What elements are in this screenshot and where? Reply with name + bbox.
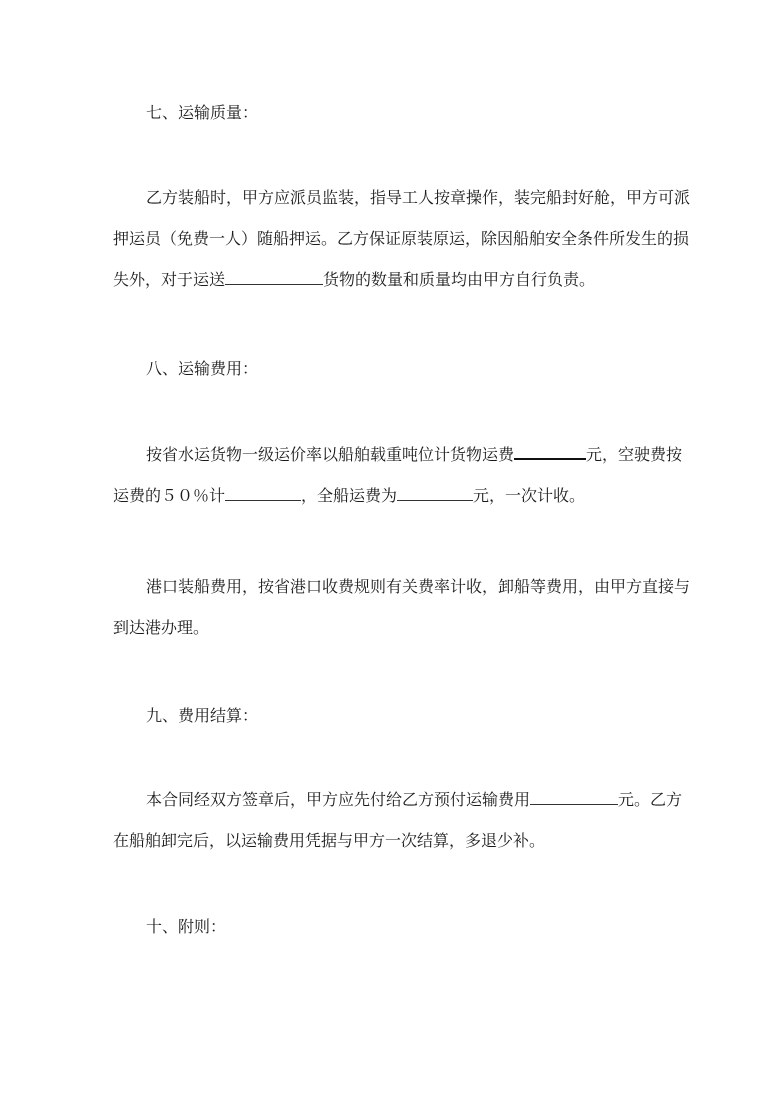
- text-segment: 本合同经双方签章后，甲方应先付给乙方预付运输费用: [146, 790, 531, 809]
- text-segment: 元，空驶费按: [586, 445, 683, 464]
- section-9-heading: 九、费用结算：: [146, 706, 259, 725]
- section-10-heading: 十、附则：: [146, 917, 227, 936]
- paragraph-line: 到达港办理。: [113, 618, 210, 637]
- section-7-paragraph: [113, 177, 691, 300]
- paragraph-line: [113, 434, 683, 475]
- text-segment: 失外，对于运送: [113, 270, 226, 289]
- paragraph-line: 港口装船费用，按省港口收费规则有关费率计收，卸船等费用，由甲方直接与: [146, 577, 691, 596]
- text-segment: 按省水运货物一级运价率以船舶载重吨位计货物运费: [146, 445, 515, 464]
- section-8-paragraph-1: [113, 434, 683, 516]
- paragraph-line: [113, 259, 673, 300]
- text-segment: 元，一次计收。: [473, 486, 586, 505]
- section-7-heading: 七、运输质量：: [146, 103, 259, 122]
- fill-in-blank-total-freight[interactable]: [397, 485, 473, 501]
- paragraph-line: 在船舶卸完后，以运输费用凭据与甲方一次结算，多退少补。: [113, 831, 546, 850]
- fill-in-blank-freight[interactable]: [514, 443, 586, 460]
- fill-in-blank-goods[interactable]: [225, 269, 323, 285]
- fill-in-blank-empty-fee[interactable]: [225, 485, 301, 501]
- paragraph-line: 乙方装船时，甲方应派员监装，指导工人按章操作，装完船封好舱，甲方可派: [146, 188, 691, 207]
- paragraph-line: [113, 475, 673, 516]
- paragraph-line: 押运员（免费一人）随船押运。乙方保证原装原运，除因船舶安全条件所发生的损: [113, 229, 690, 248]
- text-segment: 元。乙方: [618, 790, 683, 809]
- fill-in-blank-prepayment[interactable]: [530, 789, 618, 805]
- text-segment: ，全船运费为: [301, 486, 398, 505]
- paragraph-line: [113, 779, 683, 820]
- section-9-paragraph: [113, 779, 683, 861]
- text-segment: 运费的５０％计: [113, 486, 226, 505]
- section-8-paragraph-2: [113, 566, 691, 648]
- section-8-heading: 八、运输费用：: [146, 359, 259, 378]
- text-segment: 货物的数量和质量均由甲方自行负责。: [323, 270, 596, 289]
